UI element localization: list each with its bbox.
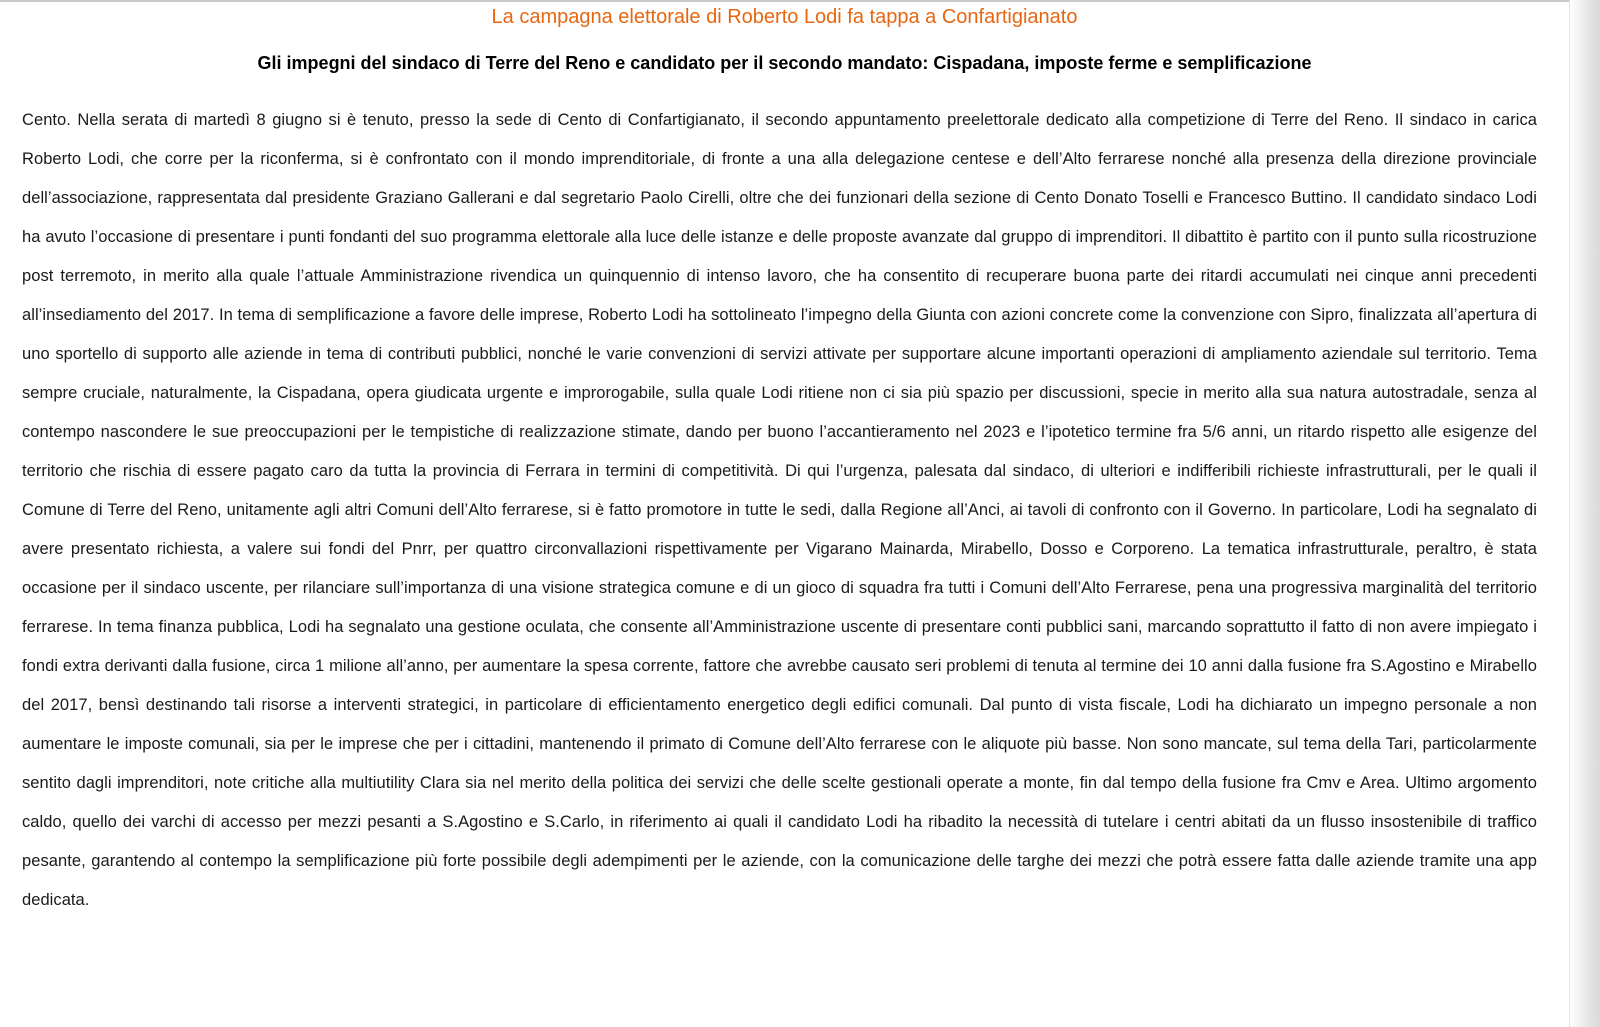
article-subtitle: Gli impegni del sindaco di Terre del Reno e candidato per il secondo mandato: Cispadana, imposte ferme e semplificazione <box>257 53 1312 73</box>
article-body: Cento. Nella serata di martedì 8 giugno si è tenuto, presso la sede di Cento di Confartigianato, il secondo appuntamento preelettorale dedicato alla competizione di Terre del Reno. Il sindaco in carica Roberto Lodi, che corre per la riconferma, si è confrontato con il mondo imprenditoriale, di fronte a una alla delegazione centese e dell’Alto ferrarese nonché alla presenza della direzione provinciale dell’associazione, rappresentata dal presidente Graziano Gallerani e dal segretario Paolo Cirelli, oltre che dei funzionari della sezione di Cento Donato Toselli e Francesco Buttino. Il candidato sindaco Lodi ha avuto l’occasione di presentare i punti fondanti del suo programma elettorale alla luce delle istanze e delle proposte avanzate dal gruppo di imprenditori. Il dibattito è partito con il punto sulla ricostruzione post terremoto, in merito alla quale l’attuale Amministrazione rivendica un quinquennio di intenso lavoro, che ha consentito di recuperare buona parte dei ritardi accumulati nei cinque anni precedenti all’insediamento del 2017. In tema di semplificazione a favore delle imprese, Roberto Lodi ha sottolineato l’impegno della Giunta con azioni concrete come la convenzione con Sipro, finalizzata all’apertura di uno sportello di supporto alle aziende in tema di contributi pubblici, nonché le varie convenzioni di servizi attivate per supportare alcune importanti operazioni di ampliamento aziendale sul territorio. Tema sempre cruciale, naturalmente, la Cispadana, opera giudicata urgente e improrogabile, sulla quale Lodi ritiene non ci sia più spazio per discussioni, specie in merito alla sua natura autostradale, senza al contempo nascondere le sue preoccupazioni per le tempistiche di realizzazione stimate, dando per buono l’accantieramento nel 2023 e l’ipotetico termine fra 5/6 anni, un ritardo rispetto alle esigenze del territorio che rischia di essere pagato caro da tutta la provincia di Ferrara in termini di competitività. Di qui l’urgenza, palesata dal sindaco, di ulteriori e indifferibili richieste infrastrutturali, per le quali il Comune di Terre del Reno, unitamente agli altri Comuni dell’Alto ferrarese, si è fatto promotore in tutte le sedi, dalla Regione all’Anci, ai tavoli di confronto con il Governo. In particolare, Lodi ha segnalato di avere presentato richiesta, a valere sui fondi del Pnrr, per quattro circonvallazioni rispettivamente per Vigarano Mainarda, Mirabello, Dosso e Corporeno. La tematica infrastrutturale, peraltro, è stata occasione per il sindaco uscente, per rilanciare sull’importanza di una visione strategica comune e di un gioco di squadra fra tutti i Comuni dell’Alto Ferrarese, pena una progressiva marginalità del territorio ferrarese. In tema finanza pubblica, Lodi ha segnalato una gestione oculata, che consente all’Amministrazione uscente di presentare conti pubblici sani, marcando soprattutto il fatto di non avere impiegato i fondi extra derivanti dalla fusione, circa 1 milione all’anno, per aumentare la spesa corrente, fattore che avrebbe causato seri problemi di tenuta al termine dei 10 anni dalla fusione fra S.Agostino e Mirabello del 2017, bensì destinando tali risorse a interventi strategici, in particolare di efficientamento energetico degli edifici comunali. Dal punto di vista fiscale, Lodi ha dichiarato un impegno personale a non aumentare le imposte comunali, sia per le imprese che per i cittadini, mantenendo il primato di Comune dell’Alto ferrarese con le aliquote più basse. Non sono mancate, sul tema della Tari, particolarmente sentito dagli imprenditori, note critiche alla multiutility Clara sia nel merito della politica dei servizi che delle scelte gestionali operate a monte, fin dal tempo della fusione fra Cmv e Area. Ultimo argomento caldo, quello dei varchi di accesso per mezzi pesanti a S.Agostino e S.Carlo, in riferimento ai quali il candidato Lodi ha ribadito la necessità di tutelare i centri abitati da un flusso insostenibile di traffico pesante, garantendo al contempo la semplificazione più forte possibile degli adempimenti per le aziende, con la comunicazione delle targhe dei mezzi che potrà essere fatta dalle aziende tramite una app dedicata. <box>22 111 1537 909</box>
article-title: La campagna elettorale di Roberto Lodi fa tappa a Confartigianato <box>491 6 1078 28</box>
vertical-scrollbar[interactable] <box>1569 0 1600 1027</box>
